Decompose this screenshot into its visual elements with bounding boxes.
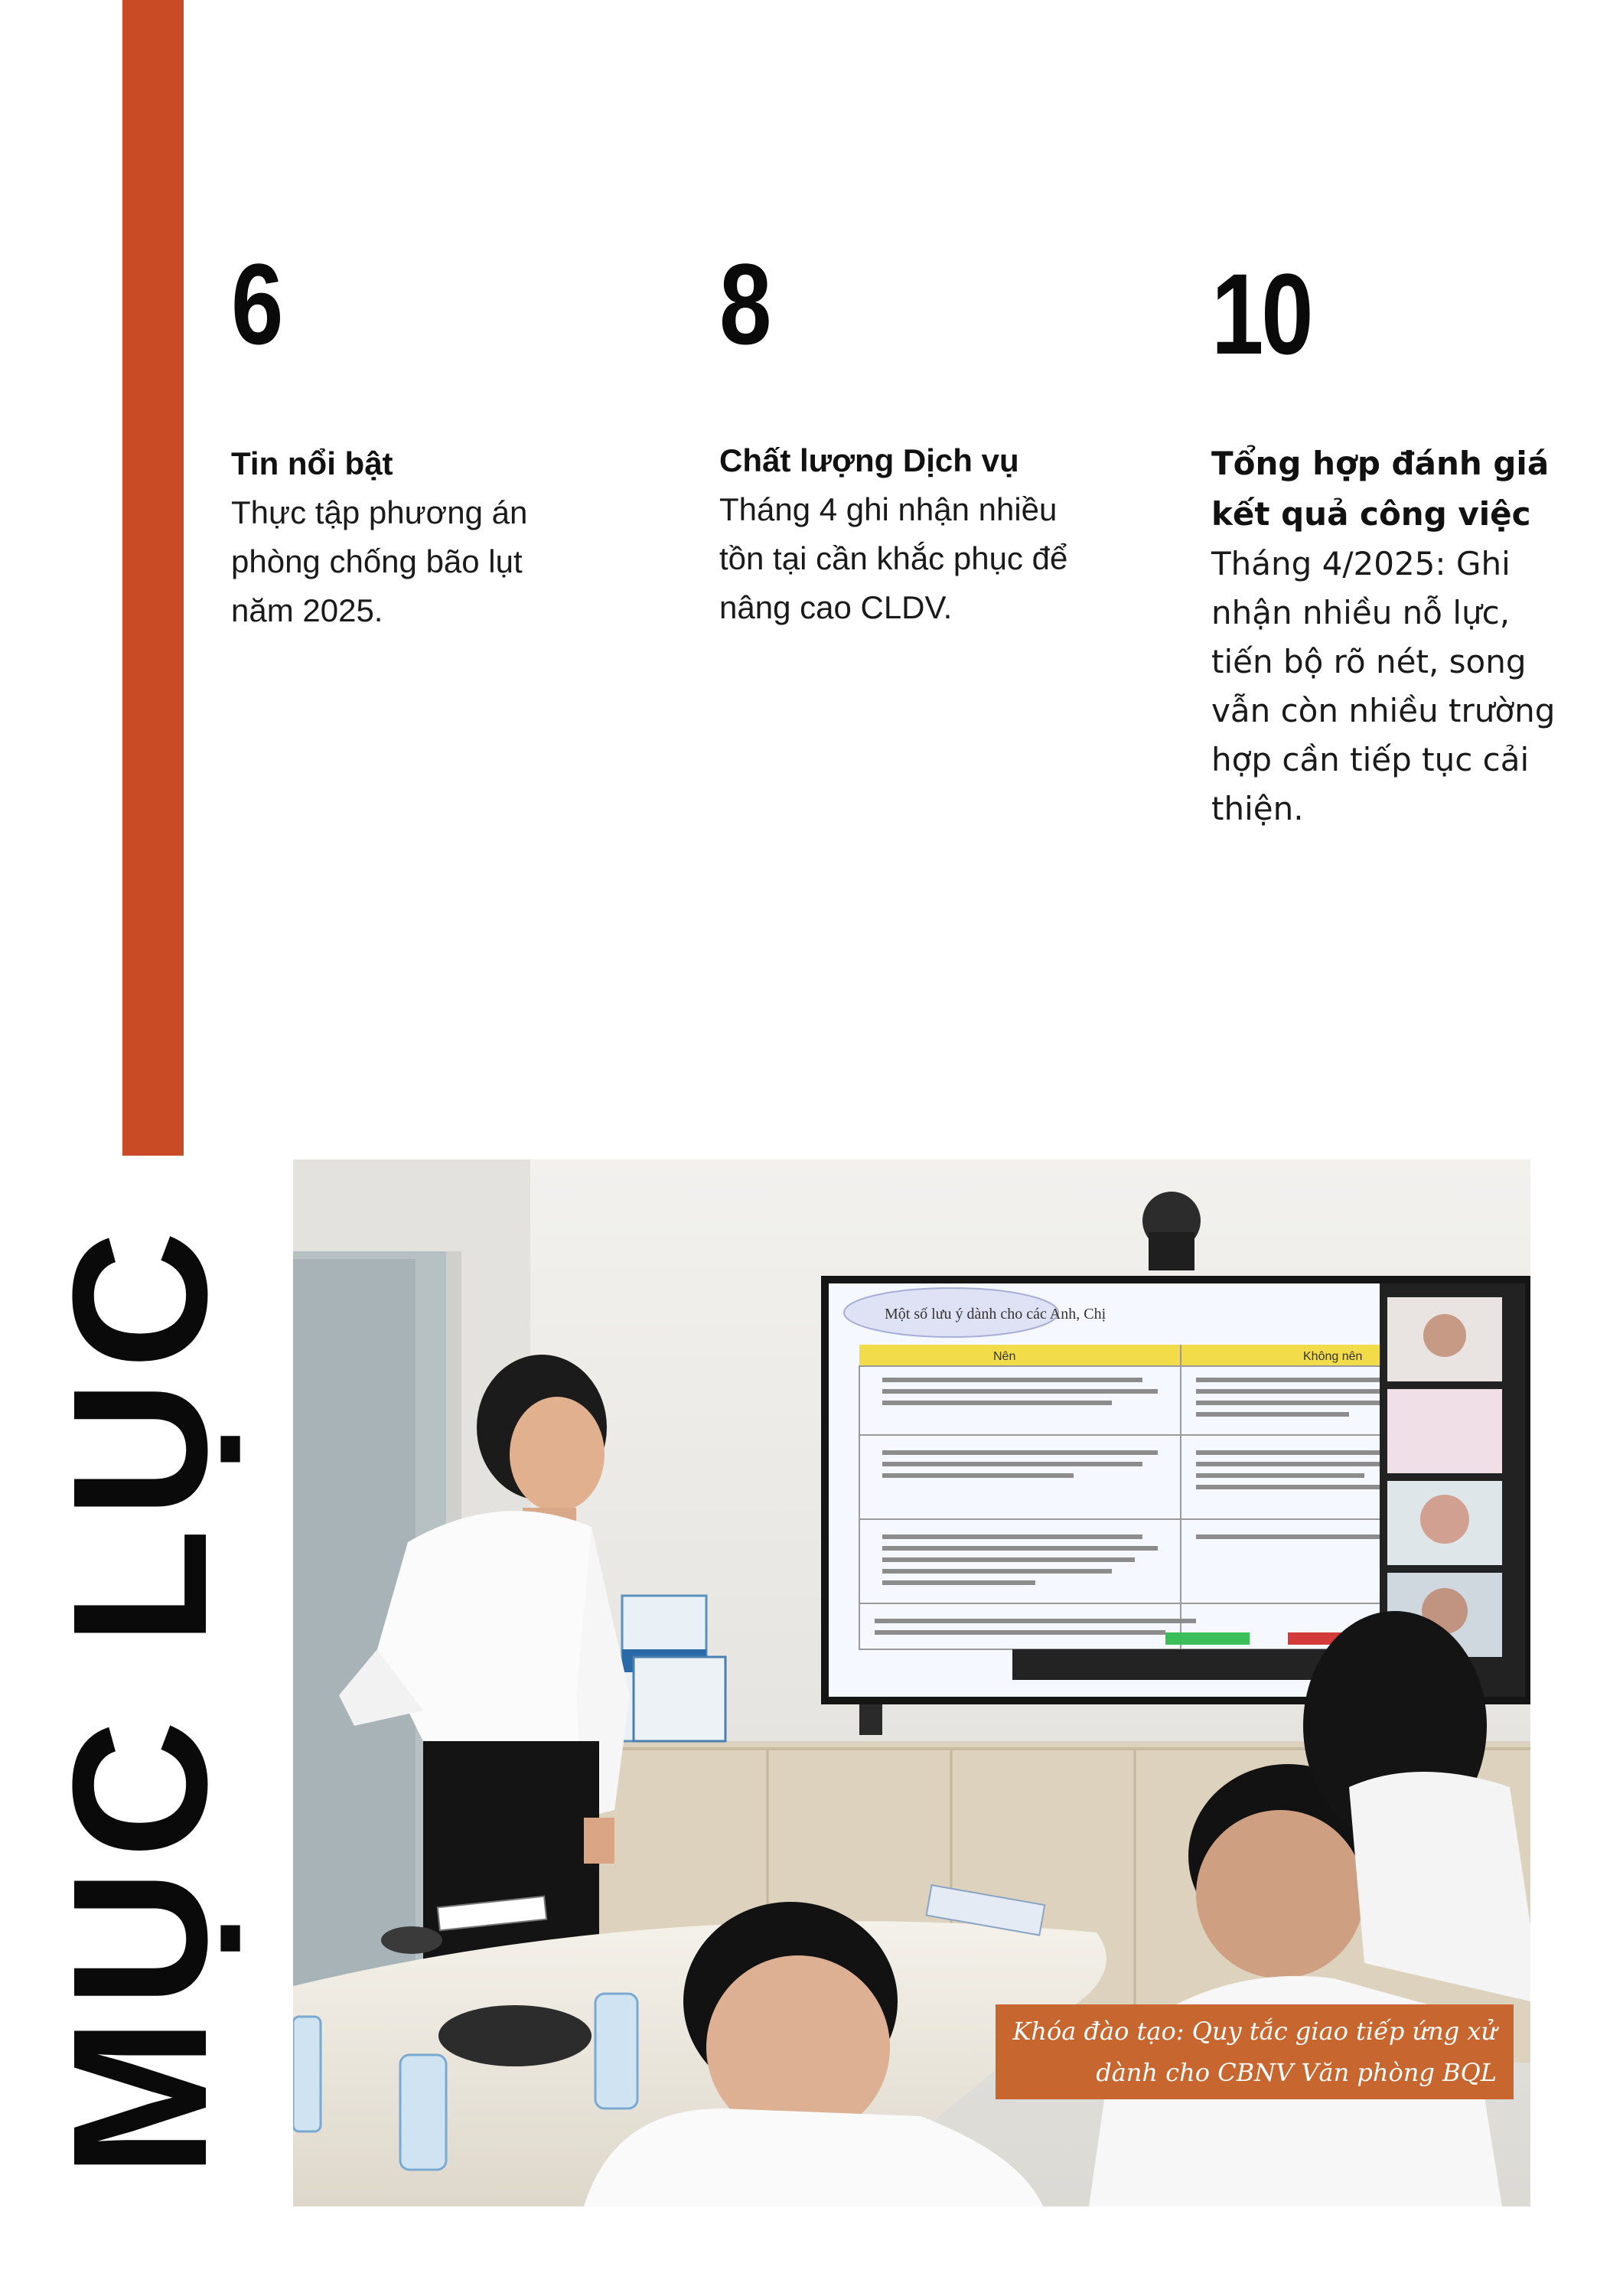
photo-caption: Khóa đào tạo: Quy tắc giao tiếp ứng xử dành cho CBNV Văn phòng BQL <box>996 2004 1514 2099</box>
training-photo <box>293 1159 1530 2206</box>
item-heading: Tổng hợp đánh giá kết quả công việc <box>1211 445 1550 533</box>
item-heading: Tin nổi bật <box>231 445 393 481</box>
page-number: 8 <box>719 240 770 368</box>
item-description: Tháng 4 ghi nhận nhiều tồn tại cần khắc phục để nâng cao CLDV. <box>719 491 1068 625</box>
toc-item-1[interactable] <box>231 240 537 635</box>
toc-item-2[interactable] <box>719 240 1087 632</box>
screen-banner: Một số lưu ý dành cho các Anh, Chị <box>885 1306 1106 1322</box>
item-heading: Chất lượng Dịch vụ <box>719 442 1019 478</box>
page-title: MỤC LỤC <box>33 1220 246 2177</box>
screen-col-left: Nên <box>993 1350 1016 1363</box>
item-description: Thực tập phương án phòng chống bão lụt năm 2025. <box>231 494 528 628</box>
accent-bar <box>122 0 184 1156</box>
page-number: 6 <box>231 240 282 368</box>
item-description: Tháng 4/2025: Ghi nhận nhiều nỗ lực, tiến bộ rõ nét, song vẫn còn nhiều trường hợp cần tiếp tục cải thiện. <box>1211 545 1556 827</box>
page-number: 10 <box>1211 249 1312 378</box>
screen-col-right: Không nên <box>1303 1350 1363 1363</box>
toc-item-3[interactable] <box>1211 249 1594 833</box>
